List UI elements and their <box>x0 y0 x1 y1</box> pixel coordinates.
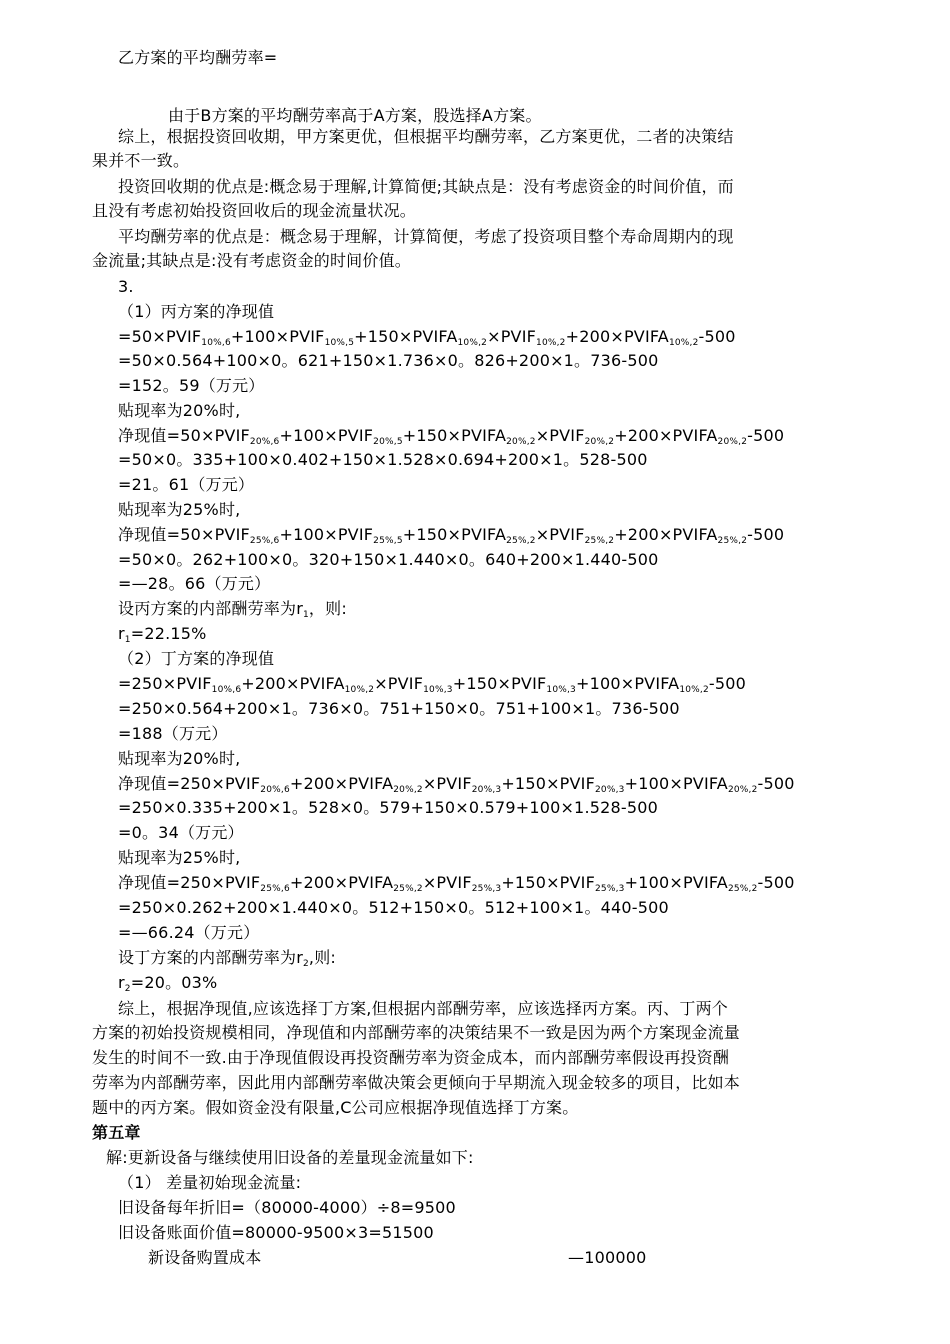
text-line: $=50\times PVIF_{10\%,6}+100\times PVIF_{10\%,5}+150\times PVIFA_{10\%,2}\times PVIF_{10\%,2}+200\times PVIFA_{10\%,2}-500$ <box>118 327 736 348</box>
text-line: $r_2=20$。03% <box>118 973 218 994</box>
text-line: 综上，根据投资回收期，甲方案更优，但根据平均酬劳率，乙方案更优，二者的决策结 <box>118 127 734 146</box>
text-line: 净现值$=250\times PVIF_{25\%,6}+200\times PVIFA_{25\%,2}\times PVIF_{25\%,3}+150\times PVIF_{25\%,3}+100\times PVIFA_{25\%,2}-500$ <box>118 873 795 894</box>
text-line: 金流量;其缺点是:没有考虑资金的时间价值。 <box>92 251 411 270</box>
text-line: =50×0.564+100×0。621+150×1.736×0。826+200×1。736-500 <box>118 351 659 370</box>
text-line: $=250\times PVIF_{10\%,6}+200\times PVIFA_{10\%,2}\times PVIF_{10\%,3}+150\times PVIF_{10\%,3}+100\times PVIFA_{10\%,2}-500$ <box>118 674 747 695</box>
text-line: 第五章 <box>92 1123 141 1142</box>
text-line: 旧设备每年折旧=（80000-4000）÷8=9500 <box>118 1198 456 1217</box>
text-line: =—28。66（万元） <box>118 574 271 593</box>
text-line: 劳率为内部酬劳率，因此用内部酬劳率做决策会更倾向于早期流入现金较多的项目，比如本 <box>92 1073 741 1092</box>
text-line: =152。59（万元） <box>118 376 265 395</box>
text-line: 贴现率为25%时, <box>118 848 241 867</box>
text-line: =250×0.262+200×1.440×0。512+150×0。512+100×1。440-500 <box>118 898 669 917</box>
text-line: 贴现率为20%时, <box>118 749 241 768</box>
text-line: =50×0。262+100×0。320+150×1.440×0。640+200×1.440-500 <box>118 550 659 569</box>
text-line: $r_1=22.15\%$ <box>118 624 207 645</box>
text-line: 新设备购置成本 <box>148 1248 262 1267</box>
text-line: 果并不一致。 <box>92 151 190 170</box>
text-line: 乙方案的平均酬劳率= <box>118 48 278 67</box>
text-line: 由于B方案的平均酬劳率高于A方案，股选择A方案。 <box>168 106 542 125</box>
text-line: =250×0.335+200×1。528×0。579+150×0.579+100×1.528-500 <box>118 798 658 817</box>
text-line: 且没有考虑初始投资回收后的现金流量状况。 <box>92 201 417 220</box>
text-line: 净现值$=50\times PVIF_{25\%,6}+100\times PVIF_{25\%,5}+150\times PVIFA_{25\%,2}\times PVIF_{25\%,2}+200\times PVIFA_{25\%,2}-500$ <box>118 525 785 546</box>
text-line: 投资回收期的优点是:概念易于理解,计算简便;其缺点是：没有考虑资金的时间价值，而 <box>118 177 734 196</box>
text-line: 平均酬劳率的优点是：概念易于理解，计算简便，考虑了投资项目整个寿命周期内的现 <box>118 227 734 246</box>
text-line: =50×0。335+100×0.402+150×1.528×0.694+200×1。528-500 <box>118 450 648 469</box>
text-line: 综上，根据净现值,应该选择丁方案,但根据内部酬劳率，应该选择丙方案。丙、丁两个 <box>118 999 728 1018</box>
text-line: 解:更新设备与继续使用旧设备的差量现金流量如下: <box>106 1148 474 1167</box>
text-line: 贴现率为25%时, <box>118 500 241 519</box>
text-line: —100000 <box>568 1248 647 1267</box>
text-line: 发生的时间不一致.由于净现值假设再投资酬劳率为资金成本，而内部酬劳率假设再投资酬 <box>92 1048 730 1067</box>
text-line: （1） 差量初始现金流量: <box>118 1173 302 1192</box>
text-line: 题中的丙方案。假如资金没有限量,C公司应根据净现值选择丁方案。 <box>92 1098 579 1117</box>
text-line: =0。34（万元） <box>118 823 244 842</box>
text-line: =188（万元） <box>118 724 228 743</box>
text-line: =21。61（万元） <box>118 475 255 494</box>
text-line: 设丙方案的内部酬劳率为$r_1$，则: <box>118 599 347 620</box>
text-line: （1）丙方案的净现值 <box>118 302 275 321</box>
text-line: 净现值$=50\times PVIF_{20\%,6}+100\times PVIF_{20\%,5}+150\times PVIFA_{20\%,2}\times PVIF_{20\%,2}+200\times PVIFA_{20\%,2}-500$ <box>118 426 785 447</box>
text-line: =—66.24（万元） <box>118 923 260 942</box>
text-line: 贴现率为20%时, <box>118 401 241 420</box>
text-line: 方案的初始投资规模相同，净现值和内部酬劳率的决策结果不一致是因为两个方案现金流量 <box>92 1023 741 1042</box>
text-line: 3. <box>118 277 134 296</box>
text-line: 旧设备账面价值=80000-9500×3=51500 <box>118 1223 434 1242</box>
text-line: =250×0.564+200×1。736×0。751+150×0。751+100×1。736-500 <box>118 699 680 718</box>
text-line: 净现值$=250\times PVIF_{20\%,6}+200\times PVIFA_{20\%,2}\times PVIF_{20\%,3}+150\times PVIF_{20\%,3}+100\times PVIFA_{20\%,2}-500$ <box>118 774 795 795</box>
text-line: 设丁方案的内部酬劳率为$r_2$,则: <box>118 948 336 969</box>
text-line: （2）丁方案的净现值 <box>118 649 275 668</box>
